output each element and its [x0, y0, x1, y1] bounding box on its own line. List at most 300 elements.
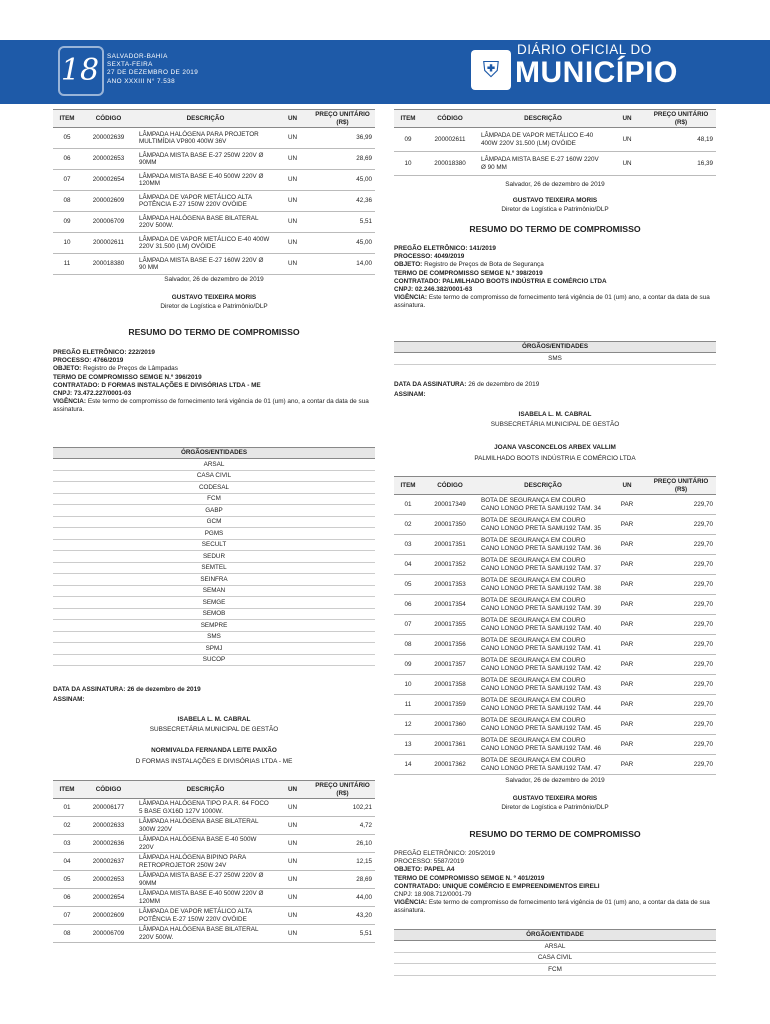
orgao-name: FCM: [53, 493, 375, 505]
orgao-name: CASA CIVIL: [53, 470, 375, 482]
cell-item: 06: [394, 595, 422, 615]
cell-item: 08: [394, 635, 422, 655]
cell-preco: 229,70: [646, 635, 716, 655]
col-codigo: CÓDIGO: [422, 477, 478, 495]
table-row: [53, 212, 375, 233]
cell-codigo: 200017357: [422, 655, 478, 675]
right-data-assinatura-line: [394, 381, 539, 389]
cell-descricao: BOTA DE SEGURANÇA EM COURO CANO LONGO PRETA SAMU192 TAM. 39: [478, 595, 608, 615]
left-sig2-name: ISABELA L. M. CABRAL: [177, 716, 251, 723]
right-orgaos2-table: [394, 929, 716, 976]
cell-item: 06: [53, 149, 81, 170]
right-orgaos-table: [394, 341, 716, 365]
cell-un: PAR: [608, 695, 646, 715]
cell-un: PAR: [608, 635, 646, 655]
cell-un: UN: [275, 128, 310, 149]
cell-un: UN: [275, 233, 310, 254]
list-item: [53, 562, 375, 574]
cell-item: 04: [394, 555, 422, 575]
cell-preco: 229,70: [646, 615, 716, 635]
cell-un: UN: [275, 170, 310, 191]
col-item: ITEM: [394, 477, 422, 495]
cell-descricao: BOTA DE SEGURANÇA EM COURO CANO LONGO PRETA SAMU192 TAM. 40: [478, 615, 608, 635]
col-un: UN: [275, 110, 310, 128]
col-descricao: DESCRIÇÃO: [136, 110, 275, 128]
table-row: [394, 575, 716, 595]
table-row: [53, 871, 375, 889]
orgao-name: ARSAL: [394, 941, 716, 953]
left-data-assinatura: DATA DA ASSINATURA: 26 de dezembro de 2019: [53, 686, 201, 693]
right-orgaos-header: ÓRGÃOS/ENTIDADES: [394, 342, 716, 353]
table-row: [394, 675, 716, 695]
table-row: [53, 817, 375, 835]
cell-item: 11: [53, 254, 81, 275]
orgao-name: SEDUR: [53, 551, 375, 563]
cell-codigo: 200017362: [422, 755, 478, 775]
table-row: [53, 799, 375, 817]
left-vigencia: Este termo de compromisso de fornecimento terá vigência de 01 (um) ano, a contar da data de sua assinatura.: [53, 398, 369, 414]
right-termo2: TERMO DE COMPROMISSO SEMGE N. º 401/2019: [394, 874, 545, 882]
cell-descricao: LÂMPADA MISTA BASE E-40 500W 220V Ø 120MM: [136, 889, 275, 907]
cell-codigo: 200002653: [81, 871, 136, 889]
cell-preco: 14,00: [310, 254, 375, 275]
cell-item: 05: [53, 128, 81, 149]
table-row: [394, 152, 716, 176]
list-item: [53, 539, 375, 551]
cell-codigo: 200002611: [422, 128, 478, 152]
cell-item: 07: [53, 170, 81, 191]
lamp-price-table-2: [53, 780, 375, 943]
boot-price-table: [394, 476, 716, 775]
cell-un: PAR: [608, 555, 646, 575]
cell-item: 09: [394, 655, 422, 675]
cell-un: UN: [275, 907, 310, 925]
cell-item: 05: [394, 575, 422, 595]
list-item: [394, 952, 716, 964]
logo-frame: [58, 46, 104, 96]
cell-preco: 5,51: [310, 212, 375, 233]
cell-un: PAR: [608, 655, 646, 675]
cell-preco: 229,70: [646, 675, 716, 695]
cell-preco: 36,99: [310, 128, 375, 149]
right-contratado2: CONTRATADO: UNIQUE COMÉRCIO E EMPREENDIMENTOS EIRELI: [394, 882, 600, 890]
left-column: [53, 109, 375, 941]
col-item: ITEM: [394, 110, 422, 128]
cell-un: UN: [275, 212, 310, 233]
left-resumo-body: [53, 349, 375, 415]
cell-un: UN: [275, 871, 310, 889]
cell-codigo: 200017361: [422, 735, 478, 755]
table-row: [394, 615, 716, 635]
table-row: [394, 515, 716, 535]
list-item: [394, 964, 716, 976]
cell-codigo: 200002654: [81, 889, 136, 907]
col-preco: PREÇO UNITÁRIO (R$): [310, 781, 375, 799]
col-descricao: DESCRIÇÃO: [478, 477, 608, 495]
cell-descricao: BOTA DE SEGURANÇA EM COURO CANO LONGO PRETA SAMU192 TAM. 35: [478, 515, 608, 535]
cell-codigo: 200017353: [422, 575, 478, 595]
left-orgaos-body: [53, 459, 375, 666]
boot-table-body: [394, 495, 716, 775]
right-objeto-line: [394, 261, 716, 269]
cell-un: PAR: [608, 495, 646, 515]
col-codigo: CÓDIGO: [422, 110, 478, 128]
cell-un: PAR: [608, 615, 646, 635]
cell-codigo: 200006709: [81, 925, 136, 943]
left-pregao: PREGÃO ELETRÔNICO: 222/2019: [53, 349, 155, 356]
cell-preco: 44,00: [310, 889, 375, 907]
col-preco: PREÇO UNITÁRIO (R$): [310, 110, 375, 128]
pub-city: SALVADOR-BAHIA: [107, 53, 168, 60]
right-sig2-role: SUBSECRETÁRIA MUNICIPAL DE GESTÃO: [490, 421, 620, 428]
right-processo2: PROCESSO: 5587/2019: [394, 858, 464, 866]
table-row: [394, 755, 716, 775]
table-row: [394, 555, 716, 575]
cell-codigo: 200017349: [422, 495, 478, 515]
cell-item: 11: [394, 695, 422, 715]
cell-codigo: 200018380: [81, 254, 136, 275]
cell-item: 01: [53, 799, 81, 817]
right-sig3-name: JOANA VASCONCELOS ARBEX VALLIM: [494, 444, 616, 451]
cell-preco: 229,70: [646, 715, 716, 735]
col-item: ITEM: [53, 781, 81, 799]
table-row: [53, 907, 375, 925]
cell-item: 10: [53, 233, 81, 254]
list-item: [53, 654, 375, 666]
cell-un: PAR: [608, 575, 646, 595]
cell-descricao: BOTA DE SEGURANÇA EM COURO CANO LONGO PRETA SAMU192 TAM. 37: [478, 555, 608, 575]
right-resumo2-title: RESUMO DO TERMO DE COMPROMISSO: [469, 829, 641, 839]
orgao-name: SEINFRA: [53, 574, 375, 586]
cell-item: 06: [53, 889, 81, 907]
orgao-name: GABP: [53, 505, 375, 517]
publication-info: [107, 53, 198, 86]
cell-descricao: BOTA DE SEGURANÇA EM COURO CANO LONGO PRETA SAMU192 TAM. 34: [478, 495, 608, 515]
orgao-name: PGMS: [53, 528, 375, 540]
right-sig1-name: GUSTAVO TEIXEIRA MORIS: [512, 197, 598, 204]
cell-un: UN: [275, 925, 310, 943]
table-row: [394, 735, 716, 755]
list-item: [53, 631, 375, 643]
right-vigencia2-line: [394, 899, 716, 915]
cell-item: 01: [394, 495, 422, 515]
cell-preco: 102,21: [310, 799, 375, 817]
cell-codigo: 200002637: [81, 853, 136, 871]
left-date-1: Salvador, 26 de dezembro de 2019: [164, 276, 264, 283]
cell-un: UN: [608, 128, 646, 152]
right-resumo-title: RESUMO DO TERMO DE COMPROMISSO: [469, 224, 641, 234]
cell-un: UN: [275, 191, 310, 212]
right-sig2-name: ISABELA L. M. CABRAL: [518, 411, 592, 418]
right-date-2: Salvador, 26 de dezembro de 2019: [505, 777, 605, 784]
left-cnpj: CNPJ: 73.472.227/0001-03: [53, 390, 132, 398]
cell-codigo: 200002654: [81, 170, 136, 191]
cell-item: 07: [53, 907, 81, 925]
list-item: [53, 608, 375, 620]
cell-descricao: LÂMPADA MISTA BASE E-40 500W 220V Ø 120MM: [136, 170, 275, 191]
cell-descricao: LÂMPADA MISTA BASE E-27 250W 220V Ø 90MM: [136, 149, 275, 170]
cell-preco: 26,10: [310, 835, 375, 853]
cell-item: 09: [53, 212, 81, 233]
cell-preco: 229,70: [646, 755, 716, 775]
col-descricao: DESCRIÇÃO: [136, 781, 275, 799]
cell-codigo: 200017350: [422, 515, 478, 535]
list-item: [53, 551, 375, 563]
orgao-name: CASA CIVIL: [394, 952, 716, 964]
right-processo: PROCESSO: 4049/2019: [394, 253, 465, 261]
right-data-assinatura-label: DATA DA ASSINATURA:: [394, 381, 467, 388]
orgao-name: GCM: [53, 516, 375, 528]
cell-descricao: LÂMPADA MISTA BASE E-27 160W 220V Ø 90 MM: [136, 254, 275, 275]
cell-item: 10: [394, 675, 422, 695]
cell-codigo: 200018380: [422, 152, 478, 176]
cell-descricao: BOTA DE SEGURANÇA EM COURO CANO LONGO PRETA SAMU192 TAM. 46: [478, 735, 608, 755]
cell-codigo: 200017352: [422, 555, 478, 575]
cell-un: UN: [275, 817, 310, 835]
cell-descricao: LÂMPADA HALÓGENA PARA PROJETOR MULTIMÍDIA VP800 400W 36V: [136, 128, 275, 149]
list-item: [394, 353, 716, 365]
left-vigencia-line: [53, 398, 375, 414]
list-item: [53, 620, 375, 632]
right-sig4-role: Diretor de Logística e Patrimônio/DLP: [501, 804, 609, 811]
right-vigencia: Este termo de compromisso de fornecimento terá vigência de 01 (um) ano, a contar da data de sua assinatura.: [394, 294, 710, 310]
right-vigencia-label: VIGÊNCIA:: [394, 294, 428, 302]
table-row: [53, 889, 375, 907]
table-row: [53, 835, 375, 853]
right-objeto2: OBJETO: PAPEL A4: [394, 866, 455, 874]
table-row: [53, 254, 375, 275]
left-contratado: CONTRATADO: D FORMAS INSTALAÇÕES E DIVISÓRIAS LTDA - ME: [53, 381, 261, 389]
list-item: [53, 493, 375, 505]
cell-item: 08: [53, 925, 81, 943]
left-termo: TERMO DE COMPROMISSO SEMGE N.º 396/2019: [53, 373, 202, 381]
cell-preco: 45,00: [310, 233, 375, 254]
lamp-price-table-3: [394, 109, 716, 176]
cell-preco: 229,70: [646, 535, 716, 555]
cell-un: PAR: [608, 755, 646, 775]
right-termo: TERMO DE COMPROMISSO SEMGE N.º 398/2019: [394, 269, 543, 277]
left-objeto-line: [53, 365, 375, 373]
lamp-table-3-body: [394, 128, 716, 176]
cell-preco: 12,15: [310, 853, 375, 871]
list-item: [53, 459, 375, 471]
cell-un: UN: [275, 799, 310, 817]
cell-preco: 28,69: [310, 871, 375, 889]
right-resumo-body: [394, 245, 716, 311]
orgao-name: SECULT: [53, 539, 375, 551]
right-pregao: PREGÃO ELETRÔNICO: 141/2019: [394, 245, 496, 252]
cell-descricao: BOTA DE SEGURANÇA EM COURO CANO LONGO PRETA SAMU192 TAM. 43: [478, 675, 608, 695]
pub-weekday: SEXTA-FEIRA: [107, 61, 153, 69]
right-resumo2-body: [394, 850, 716, 916]
logo-number: 18: [60, 53, 100, 88]
cell-preco: 5,51: [310, 925, 375, 943]
left-sig3-name: NORMIVALDA FERNANDA LEITE PAIXÃO: [151, 747, 277, 754]
table-row: [53, 128, 375, 149]
cell-item: 13: [394, 735, 422, 755]
cell-codigo: 200002653: [81, 149, 136, 170]
left-sig2-role: SUBSECRETÁRIA MUNICIPAL DE GESTÃO: [149, 726, 279, 733]
table-row: [394, 655, 716, 675]
right-sig3-role: PALMILHADO BOOTS INDÚSTRIA E COMÉRCIO LTDA: [474, 455, 636, 462]
cell-descricao: LÂMPADA HALÓGENA BASE BILATERAL 220V 500W.: [136, 925, 275, 943]
cell-descricao: BOTA DE SEGURANÇA EM COURO CANO LONGO PRETA SAMU192 TAM. 36: [478, 535, 608, 555]
cell-item: 07: [394, 615, 422, 635]
cell-un: UN: [275, 149, 310, 170]
right-cnpj: CNPJ: 02.246.382/0001-63: [394, 286, 473, 294]
anniversary-logo: [60, 48, 100, 94]
cell-codigo: 200017351: [422, 535, 478, 555]
right-objeto-label: OBJETO:: [394, 261, 423, 269]
right-column: [394, 109, 716, 973]
cell-preco: 229,70: [646, 555, 716, 575]
right-sig4-name: GUSTAVO TEIXEIRA MORIS: [512, 795, 598, 802]
cell-codigo: 200017358: [422, 675, 478, 695]
cell-item: 05: [53, 871, 81, 889]
right-cnpj2: CNPJ: 18.908.712/0001-79: [394, 891, 472, 899]
cell-codigo: 200017356: [422, 635, 478, 655]
cell-un: UN: [275, 889, 310, 907]
cell-preco: 16,39: [646, 152, 716, 176]
orgao-name: SEMTEL: [53, 562, 375, 574]
right-data-assinatura: 26 de dezembro de 2019: [468, 381, 540, 388]
list-item: [53, 516, 375, 528]
cell-un: UN: [608, 152, 646, 176]
left-sig1-role: Diretor de Logística e Patrimônio/DLP: [160, 303, 268, 310]
cell-codigo: 200002636: [81, 835, 136, 853]
cell-descricao: LÂMPADA HALÓGENA BASE BILATERAL 300W 220V: [136, 817, 275, 835]
cell-codigo: 200006177: [81, 799, 136, 817]
cell-descricao: BOTA DE SEGURANÇA EM COURO CANO LONGO PRETA SAMU192 TAM. 38: [478, 575, 608, 595]
col-preco: PREÇO UNITÁRIO (R$): [646, 110, 716, 128]
cell-item: 03: [53, 835, 81, 853]
pub-edition: ANO XXXIII N° 7.538: [107, 77, 176, 85]
right-vigencia-line: [394, 294, 716, 310]
cell-preco: 229,70: [646, 695, 716, 715]
left-orgaos-table: [53, 447, 375, 666]
orgao-name: SUCOP: [53, 654, 375, 666]
left-objeto: Registro de Preços de Lâmpadas: [83, 365, 178, 373]
orgao-name: FCM: [394, 964, 716, 976]
list-item: [53, 597, 375, 609]
cell-item: 10: [394, 152, 422, 176]
orgao-name: SEMPRE: [53, 620, 375, 632]
cell-un: PAR: [608, 515, 646, 535]
list-item: [53, 470, 375, 482]
cell-preco: 48,19: [646, 128, 716, 152]
list-item: [53, 643, 375, 655]
cell-codigo: 200017355: [422, 615, 478, 635]
cell-preco: 229,70: [646, 515, 716, 535]
list-item: [394, 941, 716, 953]
cell-un: PAR: [608, 595, 646, 615]
cell-descricao: LÂMPADA MISTA BASE E-27 160W 220V Ø 90 MM: [478, 152, 608, 176]
cell-preco: 43,20: [310, 907, 375, 925]
lamp-table-1-body: [53, 128, 375, 275]
table-row: [394, 715, 716, 735]
left-vigencia-label: VIGÊNCIA:: [53, 398, 87, 406]
table-row: [53, 233, 375, 254]
cell-preco: 229,70: [646, 735, 716, 755]
right-vigencia2: Este termo de compromisso de fornecimento terá vigência de 01 (um) ano, a contar da data de sua assinatura.: [394, 899, 710, 915]
left-sig1-name: GUSTAVO TEIXEIRA MORIS: [171, 294, 257, 301]
cell-descricao: LÂMPADA DE VAPOR METÁLICO E-40 400W 220V 31.500 (LM) OVÓIDE: [478, 128, 608, 152]
table-row: [394, 635, 716, 655]
cell-descricao: BOTA DE SEGURANÇA EM COURO CANO LONGO PRETA SAMU192 TAM. 41: [478, 635, 608, 655]
right-contratado: CONTRATADO: PALMILHADO BOOTS INDÚSTRIA E COMÉRCIO LTDA: [394, 277, 607, 285]
cell-item: 08: [53, 191, 81, 212]
cell-preco: 229,70: [646, 655, 716, 675]
col-un: UN: [275, 781, 310, 799]
right-orgaos-body: [394, 353, 716, 365]
right-assinam: ASSINAM:: [394, 391, 426, 398]
table-row: [394, 495, 716, 515]
cell-codigo: 200017360: [422, 715, 478, 735]
cell-item: 03: [394, 535, 422, 555]
cell-un: UN: [275, 853, 310, 871]
cell-descricao: LÂMPADA HALÓGENA BIPINO PARA RETROPROJETOR 250W 24V: [136, 853, 275, 871]
col-un: UN: [608, 477, 646, 495]
cell-descricao: BOTA DE SEGURANÇA EM COURO CANO LONGO PRETA SAMU192 TAM. 44: [478, 695, 608, 715]
cell-preco: 229,70: [646, 495, 716, 515]
city-crest-icon: ⛨: [471, 50, 511, 90]
left-orgaos-header: ÓRGÃOS/ENTIDADES: [53, 448, 375, 459]
table-row: [394, 595, 716, 615]
right-vigencia2-label: VIGÊNCIA:: [394, 899, 428, 907]
list-item: [53, 505, 375, 517]
cell-descricao: LÂMPADA DE VAPOR METÁLICO ALTA POTÊNCIA E-27 150W 220V OVÓIDE: [136, 191, 275, 212]
cell-un: PAR: [608, 675, 646, 695]
cell-preco: 45,00: [310, 170, 375, 191]
cell-un: UN: [275, 835, 310, 853]
lamp-table-2-body: [53, 799, 375, 943]
right-objeto: Registro de Preços de Bota de Segurança: [424, 261, 544, 269]
orgao-name: SEMGE: [53, 597, 375, 609]
table-row: [53, 170, 375, 191]
cell-item: 09: [394, 128, 422, 152]
right-sig1-role: Diretor de Logística e Patrimônio/DLP: [501, 206, 609, 213]
right-date-1: Salvador, 26 de dezembro de 2019: [505, 181, 605, 188]
list-item: [53, 528, 375, 540]
right-pregao2: PREGÃO ELETRÔNICO: 205/2019: [394, 850, 495, 857]
cell-descricao: BOTA DE SEGURANÇA EM COURO CANO LONGO PRETA SAMU192 TAM. 42: [478, 655, 608, 675]
col-codigo: CÓDIGO: [81, 781, 136, 799]
cell-descricao: LÂMPADA MISTA BASE E-27 250W 220V Ø 90MM: [136, 871, 275, 889]
cell-item: 04: [53, 853, 81, 871]
table-row: [53, 191, 375, 212]
left-assinam: ASSINAM:: [53, 696, 85, 703]
cell-preco: 229,70: [646, 595, 716, 615]
cell-codigo: 200017354: [422, 595, 478, 615]
cell-codigo: 200002611: [81, 233, 136, 254]
orgao-name: CODESAL: [53, 482, 375, 494]
cell-item: 02: [394, 515, 422, 535]
table-row: [394, 535, 716, 555]
cell-un: PAR: [608, 535, 646, 555]
orgao-name: ARSAL: [53, 459, 375, 471]
left-resumo-title: RESUMO DO TERMO DE COMPROMISSO: [128, 327, 300, 337]
col-un: UN: [608, 110, 646, 128]
cell-un: PAR: [608, 735, 646, 755]
cell-descricao: LÂMPADA HALÓGENA BASE E-40 500W 220V: [136, 835, 275, 853]
cell-descricao: LÂMPADA DE VAPOR METÁLICO E-40 400W 220V 31.500 (LM) OVÓIDE: [136, 233, 275, 254]
cell-descricao: BOTA DE SEGURANÇA EM COURO CANO LONGO PRETA SAMU192 TAM. 47: [478, 755, 608, 775]
list-item: [53, 482, 375, 494]
cell-descricao: LÂMPADA DE VAPOR METÁLICO ALTA POTÊNCIA E-27 150W 220V OVÓIDE: [136, 907, 275, 925]
cell-item: 02: [53, 817, 81, 835]
col-item: ITEM: [53, 110, 81, 128]
cell-preco: 28,69: [310, 149, 375, 170]
